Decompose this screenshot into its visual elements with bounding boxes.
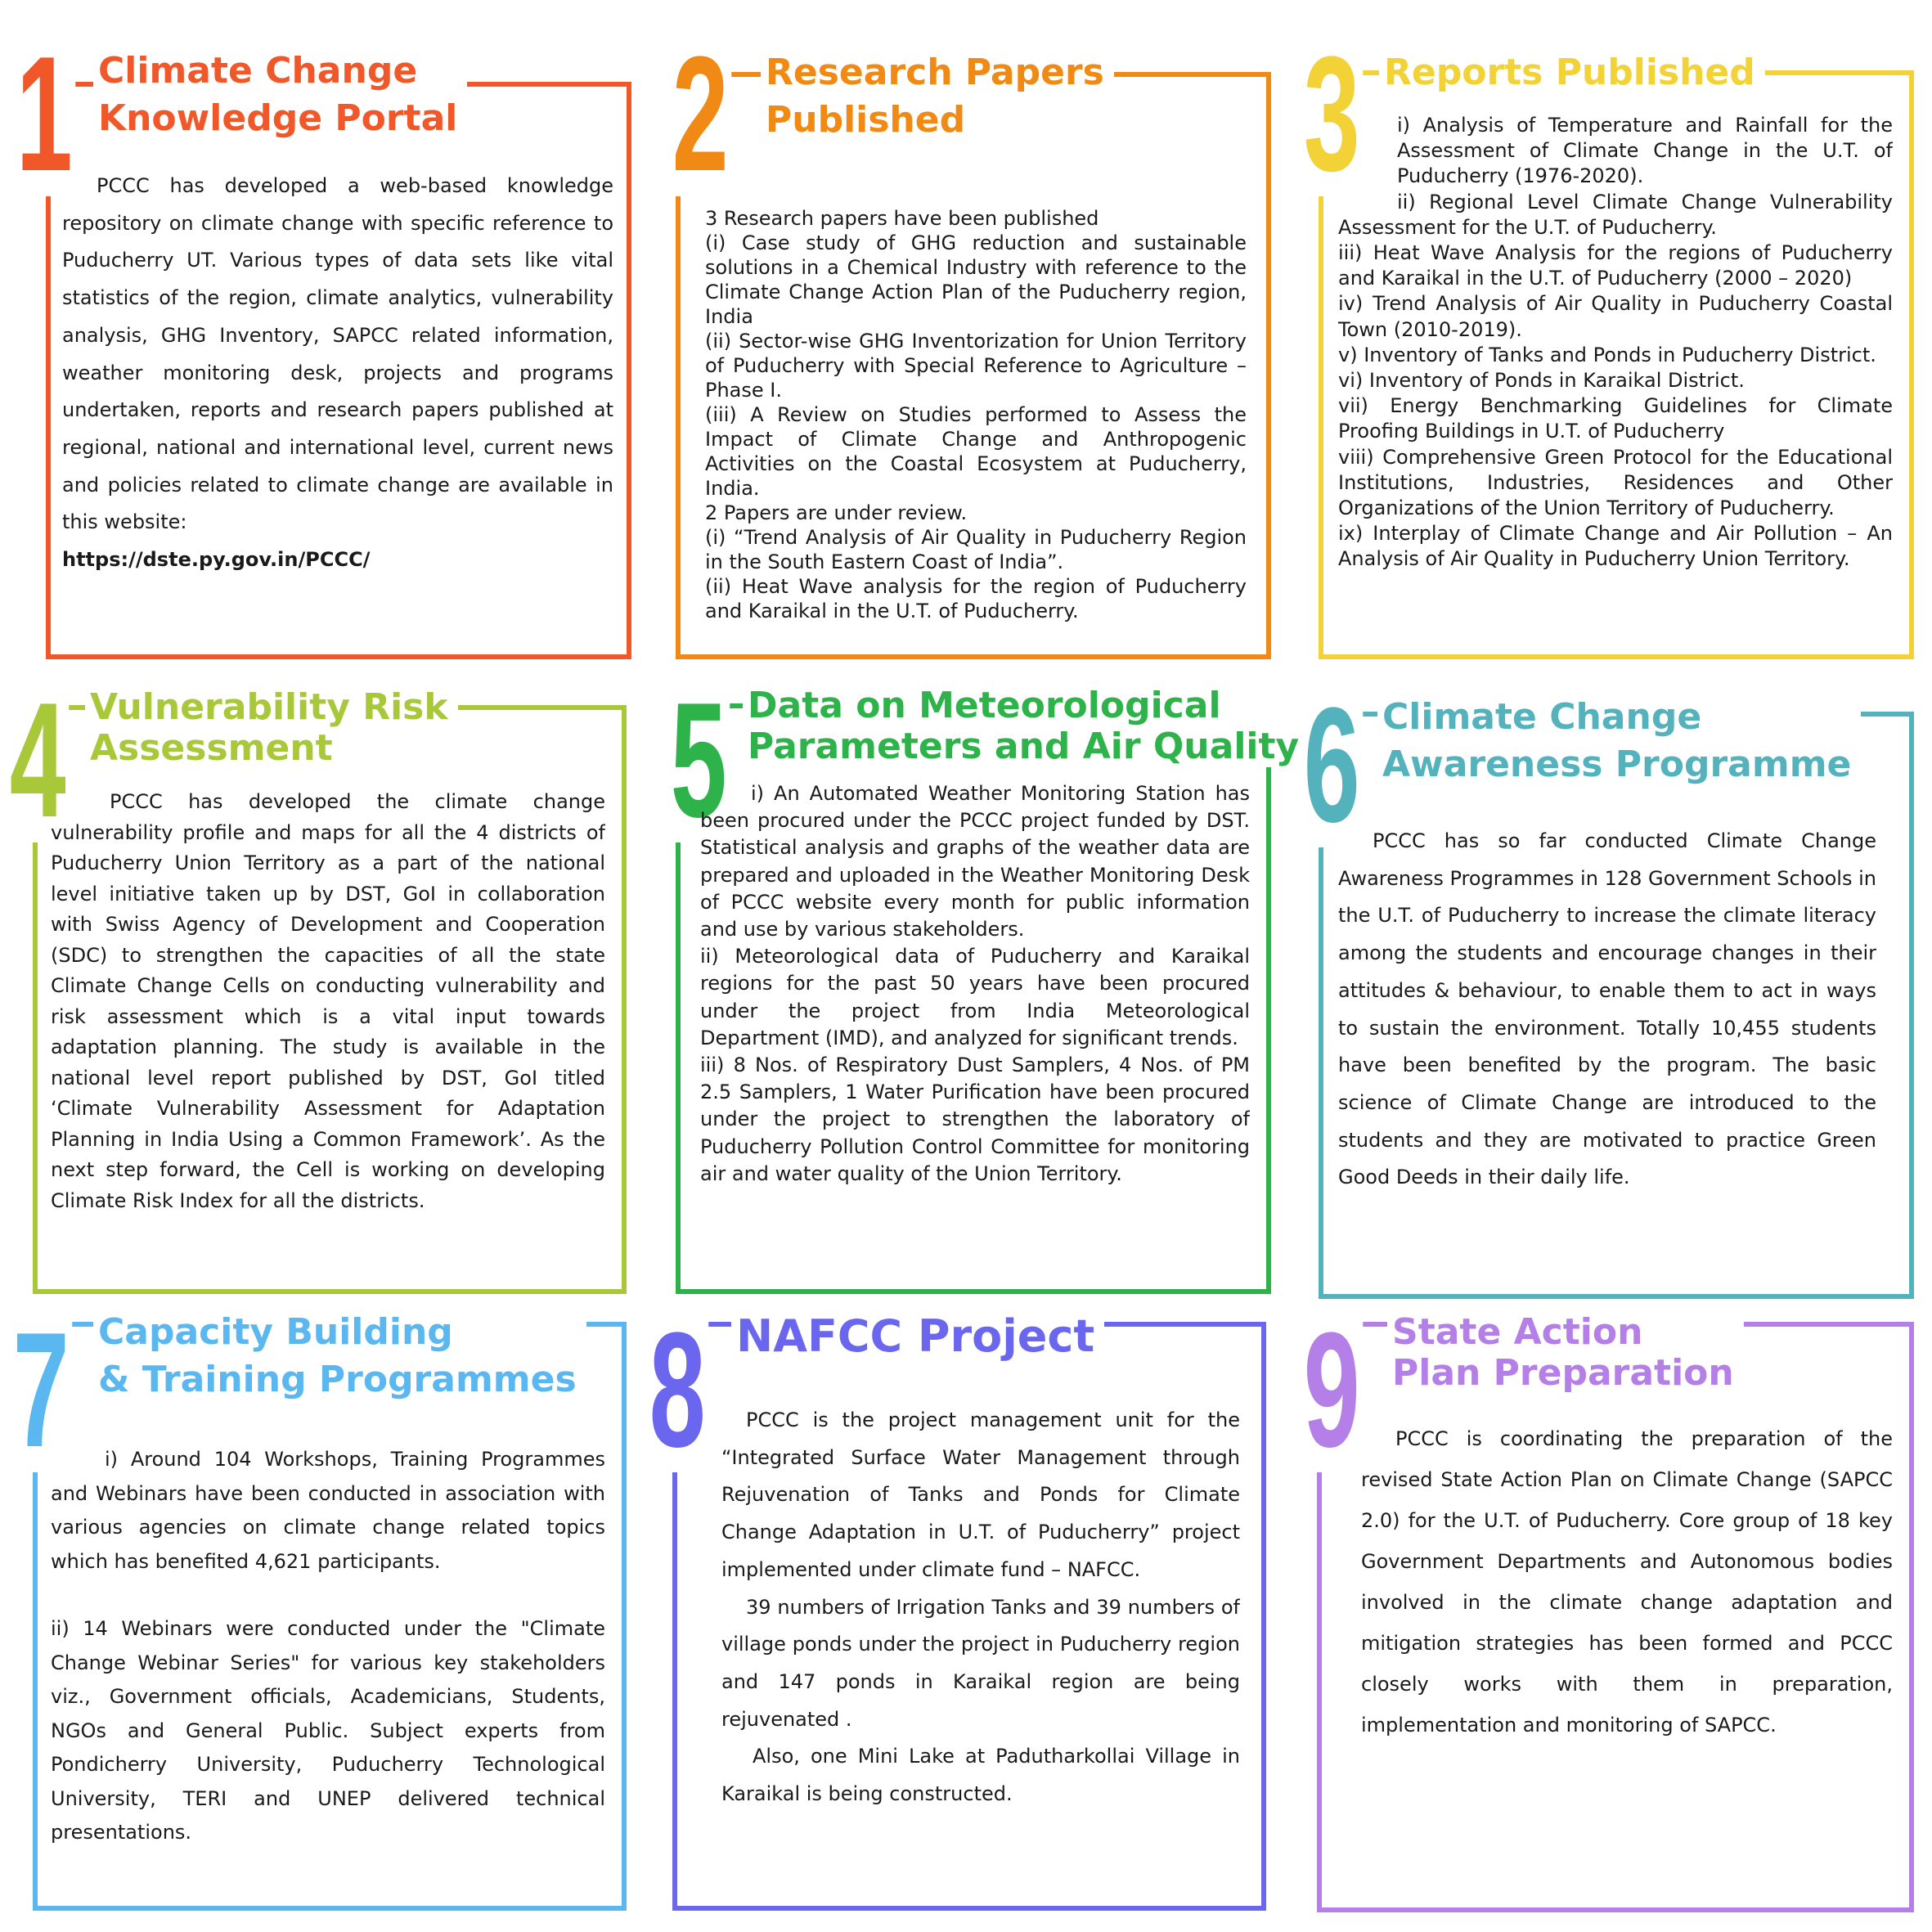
card-8-body: [721, 1402, 1240, 1827]
card-8-para-3: Also, one Mini Lake at Padutharkollai Village in Karaikal is being constructed.: [721, 1745, 1240, 1806]
card-4-number: 4: [7, 679, 69, 842]
card-2-line: (i) Case study of GHG reduction and sustainable solutions in a Chemical Industry with reference to the Climate Change Action Plan of the Puducherry region, India: [705, 231, 1247, 328]
card-7-body: [51, 1443, 605, 1868]
card-4-text: PCCC has developed the climate change vulnerability profile and maps for all the 4 districts of Puducherry Union Territory as a part of the national level initiative taken up by DST, GoI in collaboration with Swiss Agency of Development and Cooperation (SDC) to strengthen the capacities of all the state Climate Change Cells on conducting vulnerability and risk assessment which is a vital input towards adaptation planning. The study is available in the national level report published by DST, GoI titled ‘Climate Vulnerability Assessment for Adaptation Planning in India Using a Common Framework’. As the next step forward, the Cell is working on developing Climate Risk Index for all the districts.: [51, 790, 605, 1212]
card-3-line: v) Inventory of Tanks and Ponds in Puducherry District.: [1338, 343, 1876, 366]
card-1-text: PCCC has developed a web-based knowledge repository on climate change with specific reference to Puducherry UT. Various types of data sets like vital statistics of the region, climate analytics, vulnerability analysis, GHG Inventory, SAPCC related information, weather monitoring desk, projects and programs undertaken, reports and research papers published at regional, national and international level, current news and policies related to climate change are available in this website:: [62, 174, 613, 534]
card-2-line: (i) “Trend Analysis of Air Quality in Puducherry Region in the South Eastern Coast of India”.: [705, 526, 1247, 573]
card-6-body: [1338, 823, 1876, 1248]
card-7-number: 7: [10, 1309, 72, 1472]
card-5-body: [700, 780, 1250, 1279]
card-5-line: i) An Automated Weather Monitoring Station has been procured under the PCCC project funded by DST. Statistical analysis and graphs of the weather data are prepared and uploaded in the Weather Monitoring Desk of PCCC website every month for public information and use by various stakeholders.: [700, 782, 1250, 941]
card-2-line: 2 Papers are under review.: [705, 501, 968, 524]
card-4-title: Vulnerability Risk Assessment: [85, 687, 458, 769]
card-5-title: Data on Meteorological Parameters and Air Quality: [743, 685, 1309, 767]
card-3-line: vii) Energy Benchmarking Guidelines for Climate Proofing Buildings in U.T. of Puducherry: [1338, 394, 1893, 443]
card-8-number: 8: [646, 1309, 708, 1472]
card-9-title: State Action Plan Preparation: [1387, 1312, 1744, 1394]
card-1-link[interactable]: https://dste.py.gov.in/PCCC/: [62, 548, 371, 572]
card-3-title: Reports Published: [1379, 49, 1765, 97]
card-2-line: 3 Research papers have been published: [705, 207, 1099, 230]
card-2-number: 2: [669, 33, 731, 196]
card-5-line: iii) 8 Nos. of Respiratory Dust Samplers, 4 Nos. of PM 2.5 Samplers, 1 Water Purification have been procured under the project to strengthen the laboratory of Puducherry Pollution Control Committee for monitoring air and water quality of the Union Territory.: [700, 1054, 1250, 1185]
card-3-line: iii) Heat Wave Analysis for the regions of Puducherry and Karaikal in the U.T. of Puducherry (2000 – 2020): [1338, 241, 1893, 290]
card-8-para-2: 39 numbers of Irrigation Tanks and 39 numbers of village ponds under the project in Puducherry region and 147 ponds in Karaikal region are being rejuvenated .: [721, 1595, 1240, 1731]
card-6-number: 6: [1301, 684, 1363, 847]
card-3-line: i) Analysis of Temperature and Rainfall for the Assessment of Climate Change in the U.T. of Puducherry (1976-2020).: [1397, 114, 1893, 188]
card-3-line: ii) Regional Level Climate Change Vulnerability Assessment for the U.T. of Puducherry.: [1338, 190, 1893, 239]
card-2-body: [705, 206, 1247, 631]
card-1-body: [62, 168, 613, 593]
card-2-line: (iii) A Review on Studies performed to Assess the Impact of Climate Change and Anthropogenic Activities on the Coastal Ecosystem at Puducherry, India.: [705, 403, 1247, 500]
card-6-text: PCCC has so far conducted Climate Change Awareness Programmes in 128 Government Schools in the U.T. of Puducherry to increase the climate literacy among the students and encourage changes in their attitudes & behaviour, to enable them to act in ways to sustain the environment. Totally 10,455 students have been benefited by the program. The basic science of Climate Change are introduced to the students and they are motivated to practice Green Good Deeds in their daily life.: [1338, 829, 1876, 1189]
card-9-number: 9: [1301, 1309, 1363, 1472]
card-3-body: [1338, 113, 1893, 653]
card-3-number: 3: [1301, 33, 1363, 196]
card-3-line: viii) Comprehensive Green Protocol for the Educational Institutions, Industries, Residences and Other Organizations of the Union Territory of Puducherry.: [1338, 445, 1893, 520]
card-3-line: iv) Trend Analysis of Air Quality in Puducherry Coastal Town (2010-2019).: [1338, 292, 1893, 341]
card-7-para-1: i) Around 104 Workshops, Training Programmes and Webinars have been conducted in association with various agencies on climate change related topics which has benefited 4,621 participants.: [51, 1448, 605, 1573]
card-2-line: (ii) Sector-wise GHG Inventorization for Union Territory of Puducherry with Special Reference to Agriculture – Phase I.: [705, 330, 1247, 402]
card-8-para-1: PCCC is the project management unit for the “Integrated Surface Water Management through Rejuvenation of Tanks and Ponds for Climate Change Adaptation in U.T. of Puducherry” project implemented under climate fund – NAFCC.: [721, 1409, 1240, 1581]
card-3-line: ix) Interplay of Climate Change and Air Pollution – An Analysis of Air Quality in Puducherry Union Territory.: [1338, 522, 1893, 571]
card-8-title: NAFCC Project: [731, 1307, 1104, 1365]
card-6-title: Climate Change Awareness Programme: [1377, 694, 1861, 789]
card-9-text: PCCC is coordinating the preparation of the revised State Action Plan on Climate Change (SAPCC 2.0) for the U.T. of Puducherry. Core group of 18 key Government Departments and Autonomous bodies involved in the climate change adaptation and mitigation strategies has been formed and PCCC closely works with them in preparation, implementation and monitoring of SAPCC.: [1361, 1427, 1893, 1737]
card-7-title: Capacity Building & Training Programmes: [93, 1309, 586, 1404]
card-5-line: ii) Meteorological data of Puducherry and Karaikal regions for the past 50 years have been procured under the project from India Meteorological Department (IMD), and analyzed for significant trends.: [700, 945, 1250, 1049]
card-5-number: 5: [667, 679, 730, 842]
card-3-line: vi) Inventory of Ponds in Karaikal District.: [1338, 369, 1745, 393]
card-1-title: Climate Change Knowledge Portal: [93, 47, 467, 142]
card-2-line: (ii) Heat Wave analysis for the region of Puducherry and Karaikal in the U.T. of Puducherry.: [705, 575, 1247, 622]
card-2-title: Research Papers Published: [761, 49, 1114, 144]
card-4-body: [51, 787, 605, 1253]
card-7-para-2: ii) 14 Webinars were conducted under the "Climate Change Webinar Series" for various key stakeholders viz., Government officials, Academicians, Students, NGOs and General Public. Subject experts from Pondicherry University, Puducherry Technological University, TERI and UNEP delivered technical presentations.: [51, 1617, 605, 1844]
card-1-number: 1: [13, 33, 75, 196]
card-9-body: [1361, 1418, 1893, 1844]
